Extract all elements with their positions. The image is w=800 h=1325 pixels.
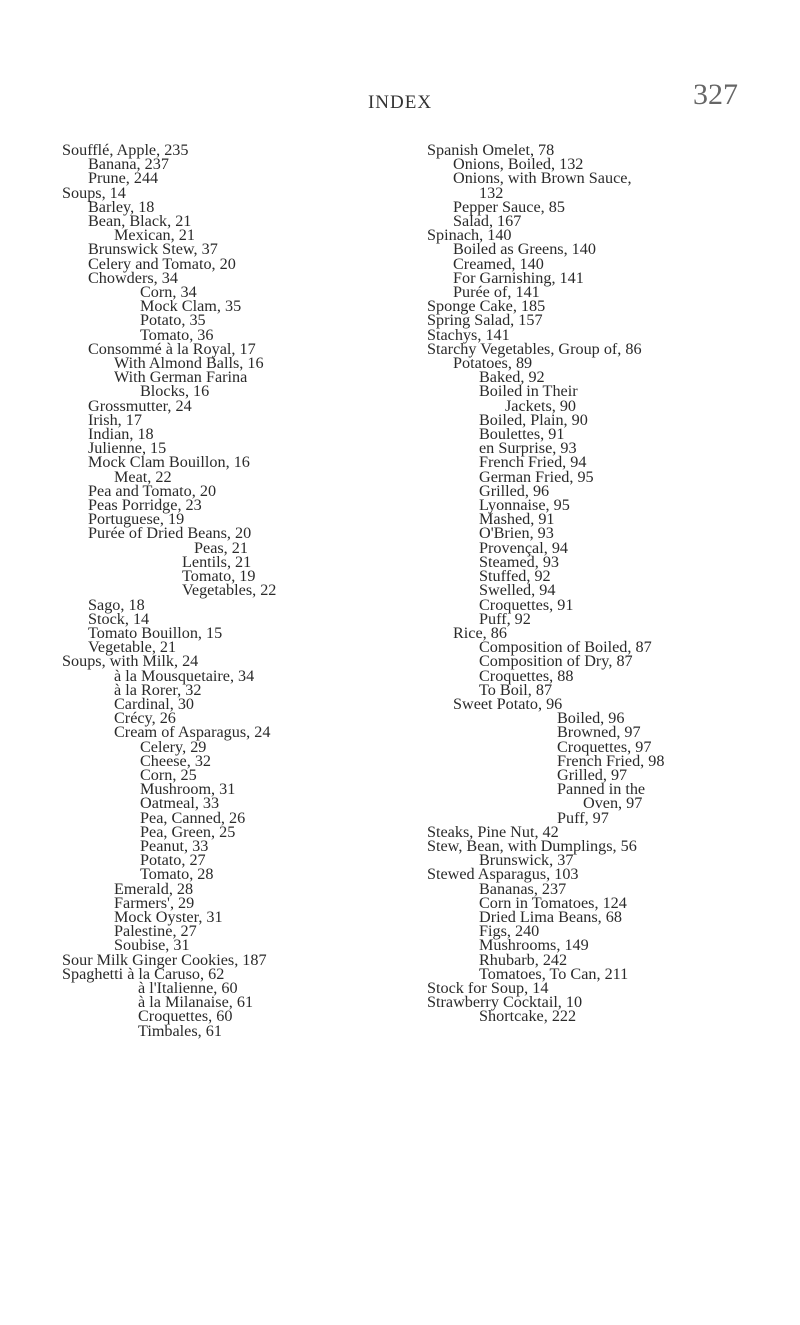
index-entry: Pea and Tomato, 20 — [88, 481, 217, 500]
index-entry: Starchy Vegetables, Group of, 86 — [427, 339, 642, 358]
index-entry: Indian, 18 — [88, 425, 154, 444]
index-entry: Jackets, 90 — [505, 396, 577, 415]
index-entry: Rice, 86 — [453, 623, 507, 642]
index-entry: Tomato, 28 — [140, 865, 214, 884]
index-entry: Stock, 14 — [88, 609, 150, 628]
index-entry: Puff, 97 — [557, 808, 609, 827]
index-column-left — [62, 143, 402, 1038]
index-column-right — [427, 143, 772, 1024]
index-entry: Creamed, 140 — [453, 254, 544, 273]
index-entry: To Boil, 87 — [479, 680, 553, 699]
index-entry: Onions, with Brown Sauce, — [453, 169, 632, 188]
index-entry: Chowders, 34 — [88, 268, 178, 287]
index-entry: With Almond Balls, 16 — [114, 354, 264, 373]
index-entry: Meat, 22 — [114, 467, 172, 486]
index-entry: Stewed Asparagus, 103 — [427, 865, 579, 884]
index-entry: Boiled, Plain, 90 — [479, 410, 588, 429]
index-entry: Blocks, 16 — [140, 382, 210, 401]
index-entry: Prune, 244 — [88, 169, 159, 188]
index-entry: Mock Clam, 35 — [140, 297, 242, 316]
index-entry: Salad, 167 — [453, 212, 522, 231]
index-entry: Vegetable, 21 — [88, 638, 177, 657]
index-entry: Oven, 97 — [583, 794, 643, 813]
index-entry: Corn, 25 — [140, 765, 197, 784]
index-entry: Croquettes, 88 — [479, 666, 574, 685]
index-entry: Strawberry Cocktail, 10 — [427, 993, 583, 1012]
index-entry: Tomato Bouillon, 15 — [88, 623, 223, 642]
index-entry: Soubise, 31 — [114, 936, 190, 955]
index-entry: Grossmutter, 24 — [88, 396, 192, 415]
index-entry: Composition of Dry, 87 — [479, 652, 633, 671]
index-entry: Peanut, 33 — [140, 836, 209, 855]
index-entry: Julienne, 15 — [88, 439, 167, 458]
index-entry: Potatoes, 89 — [453, 354, 533, 373]
index-entry: Mushroom, 31 — [140, 780, 236, 799]
index-entry: Pepper Sauce, 85 — [453, 197, 565, 216]
index-entry: Lentils, 21 — [182, 552, 252, 571]
index-entry: Spaghetti à la Caruso, 62 — [62, 964, 225, 983]
index-entry: Oatmeal, 33 — [140, 794, 220, 813]
index-entry: Steamed, 93 — [479, 552, 560, 571]
index-entry: Celery and Tomato, 20 — [88, 254, 236, 273]
index-entry: Corn in Tomatoes, 124 — [479, 893, 627, 912]
index-entry: Soups, with Milk, 24 — [62, 652, 199, 671]
index-entry: à la Mousquetaire, 34 — [114, 666, 255, 685]
index-entry: Potato, 27 — [140, 851, 206, 870]
index-entry: Bean, Black, 21 — [88, 212, 192, 231]
index-entry: Stew, Bean, with Dumplings, 56 — [427, 836, 637, 855]
index-entry: Bananas, 237 — [479, 879, 567, 898]
index-entry: Pea, Green, 25 — [140, 822, 236, 841]
index-entry: Dried Lima Beans, 68 — [479, 907, 622, 926]
index-entry: Peas Porridge, 23 — [88, 496, 202, 515]
index-entry: Celery, 29 — [140, 737, 207, 756]
index-entry: Sweet Potato, 96 — [453, 694, 563, 713]
index-entry: à la Milanaise, 61 — [138, 993, 254, 1012]
index-entry: Mushrooms, 149 — [479, 936, 589, 955]
index-entry: Onions, Boiled, 132 — [453, 155, 584, 174]
index-entry: Emerald, 28 — [114, 879, 194, 898]
index-entry: Crécy, 26 — [114, 709, 176, 728]
index-entry: Baked, 92 — [479, 368, 545, 387]
index-entry: Provençal, 94 — [479, 538, 569, 557]
index-entry: Stock for Soup, 14 — [427, 978, 549, 997]
index-entry: Palestine, 27 — [114, 922, 197, 941]
index-entry: Boiled in Their — [479, 382, 578, 401]
index-entry: Stachys, 141 — [427, 325, 510, 344]
index-entry: Mexican, 21 — [114, 226, 195, 245]
index-entry: With German Farina — [114, 368, 248, 387]
index-entry: Figs, 240 — [479, 922, 540, 941]
index-entry: Boiled as Greens, 140 — [453, 240, 596, 259]
index-entry: German Fried, 95 — [479, 467, 594, 486]
index-entry: Tomato, 36 — [140, 325, 214, 344]
index-entry: Croquettes, 97 — [557, 737, 652, 756]
index-entry: For Garnishing, 141 — [453, 268, 584, 287]
index-entry: Mock Clam Bouillon, 16 — [88, 453, 250, 472]
index-entry: Croquettes, 91 — [479, 595, 574, 614]
index-entry: Brunswick, 37 — [479, 851, 574, 870]
index-entry: Lyonnaise, 95 — [479, 496, 570, 515]
index-entry: Mock Oyster, 31 — [114, 907, 223, 926]
index-entry: Brunswick Stew, 37 — [88, 240, 218, 259]
index-entry: Sponge Cake, 185 — [427, 297, 546, 316]
index-entry: Rhubarb, 242 — [479, 950, 568, 969]
index-entry: Purée of Dried Beans, 20 — [88, 524, 252, 543]
index-entry: Potato, 35 — [140, 311, 206, 330]
index-entry: à la Rorer, 32 — [114, 680, 202, 699]
index-entry: O'Brien, 93 — [479, 524, 554, 543]
index-entry: Cream of Asparagus, 24 — [114, 723, 271, 742]
index-entry: Grilled, 96 — [479, 481, 550, 500]
index-entry: French Fried, 98 — [557, 751, 665, 770]
index-entry: Timbales, 61 — [138, 1021, 222, 1040]
index-entry: à l'Italienne, 60 — [138, 978, 238, 997]
index-entry: Vegetables, 22 — [182, 581, 277, 600]
index-entry: Browned, 97 — [557, 723, 641, 742]
index-entry: Farmers', 29 — [114, 893, 195, 912]
index-entry: Stuffed, 92 — [479, 567, 551, 586]
index-entry: Corn, 34 — [140, 283, 197, 302]
index-entry: Cheese, 32 — [140, 751, 212, 770]
index-entry: Barley, 18 — [88, 197, 155, 216]
index-entry: Portuguese, 19 — [88, 510, 185, 529]
index-entry: Irish, 17 — [88, 410, 142, 429]
index-entry: French Fried, 94 — [479, 453, 587, 472]
index-entry: Peas, 21 — [194, 538, 248, 557]
index-entry: Tomatoes, To Can, 211 — [479, 964, 629, 983]
index-entry: Cardinal, 30 — [114, 694, 195, 713]
index-entry: Spinach, 140 — [427, 226, 512, 245]
index-entry: Croquettes, 60 — [138, 1007, 233, 1026]
index-entry: Banana, 237 — [88, 155, 169, 174]
index-entry: Swelled, 94 — [479, 581, 556, 600]
index-entry: Spring Salad, 157 — [427, 311, 543, 330]
index-entry: Purée of, 141 — [453, 283, 540, 302]
page-number: 327 — [693, 78, 738, 111]
page-header — [0, 74, 800, 114]
index-entry: Composition of Boiled, 87 — [479, 638, 652, 657]
index-entry: Consommé à la Royal, 17 — [88, 339, 256, 358]
index-entry: Puff, 92 — [479, 609, 531, 628]
index-entry: Panned in the — [557, 780, 646, 799]
index-entry: 132 — [479, 183, 504, 202]
index-entry: Tomato, 19 — [182, 567, 256, 586]
index-entry: Sour Milk Ginger Cookies, 187 — [62, 950, 267, 969]
index-entry: Steaks, Pine Nut, 42 — [427, 822, 559, 841]
index-entry: en Surprise, 93 — [479, 439, 577, 458]
index-entry: Mashed, 91 — [479, 510, 555, 529]
index-entry: Sago, 18 — [88, 595, 145, 614]
index-entry: Boulettes, 91 — [479, 425, 565, 444]
index-entry: Spanish Omelet, 78 — [427, 141, 555, 159]
index-entry: Boiled, 96 — [557, 709, 625, 728]
index-entry: Soufflé, Apple, 235 — [62, 141, 189, 159]
running-head: INDEX — [367, 92, 433, 113]
index-entry: Pea, Canned, 26 — [140, 808, 246, 827]
index-entry: Soups, 14 — [62, 183, 126, 202]
index-entry: Shortcake, 222 — [479, 1007, 577, 1026]
index-entry: Grilled, 97 — [557, 765, 628, 784]
